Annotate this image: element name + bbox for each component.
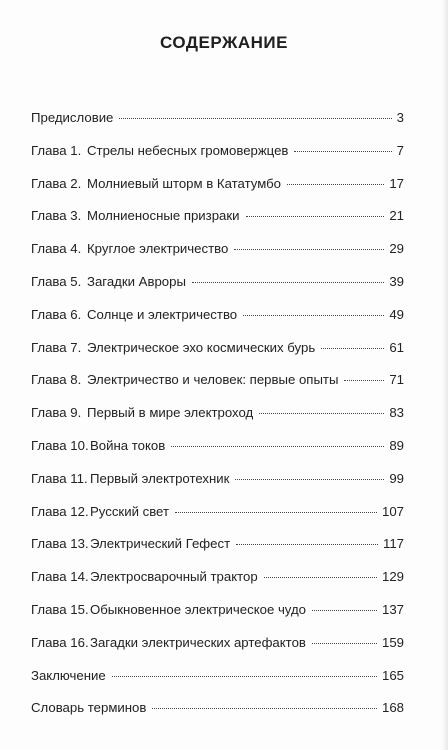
- toc-entry-chapter[interactable]: [31, 528, 404, 561]
- dot-leader: [243, 315, 384, 316]
- chapter-number: Глава 14.: [31, 569, 89, 585]
- chapter-number: Глава 9.: [31, 405, 82, 421]
- toc-entry-chapter[interactable]: [31, 266, 404, 299]
- chapter-number: Глава 1.: [31, 142, 82, 158]
- toc-entry-title: Заключение: [31, 667, 106, 683]
- toc-page-number: 7: [396, 142, 404, 158]
- dot-leader: [175, 512, 377, 513]
- chapter-number: Глава 8.: [31, 372, 82, 388]
- dot-leader: [294, 151, 391, 152]
- toc-entry-title: Обыкновенное электрическое чудо: [90, 601, 306, 617]
- dot-leader: [264, 577, 377, 578]
- toc-entry-title: Война токов: [90, 437, 166, 453]
- toc-entry-chapter[interactable]: [31, 135, 404, 168]
- dot-leader: [344, 380, 384, 381]
- toc-entry-chapter[interactable]: [31, 168, 404, 201]
- toc-entry-chapter[interactable]: [31, 299, 404, 332]
- toc-entry-chapter[interactable]: [31, 627, 404, 660]
- table-of-contents: [31, 102, 404, 725]
- toc-entry-chapter[interactable]: [31, 233, 404, 266]
- toc-entry-chapter[interactable]: [31, 463, 404, 496]
- chapter-number: Глава 5.: [31, 273, 82, 289]
- toc-entry-title: Электричество и человек: первые опыты: [87, 372, 339, 388]
- toc-page-number: 137: [381, 601, 404, 617]
- chapter-number: Глава 4.: [31, 241, 82, 257]
- chapter-number: Глава 13.: [31, 536, 89, 552]
- dot-leader: [192, 282, 384, 283]
- chapter-number: Глава 16.: [31, 634, 89, 650]
- toc-entry-intro[interactable]: [31, 102, 404, 135]
- dot-leader: [235, 479, 384, 480]
- toc-entry-chapter[interactable]: [31, 496, 404, 529]
- dot-leader: [236, 544, 378, 545]
- toc-page-number: 29: [389, 241, 404, 257]
- toc-entry-title: Электрическое эхо космических бурь: [87, 339, 316, 355]
- toc-entry-title: Первый в мире электроход: [87, 405, 254, 421]
- toc-entry-chapter[interactable]: [31, 332, 404, 365]
- dot-leader: [234, 249, 384, 250]
- toc-entry-chapter[interactable]: [31, 200, 404, 233]
- toc-page-number: 129: [381, 569, 404, 585]
- chapter-number: Глава 7.: [31, 339, 82, 355]
- toc-entry-chapter[interactable]: [31, 561, 404, 594]
- toc-page-number: 117: [382, 536, 404, 552]
- dot-leader: [152, 708, 377, 709]
- toc-entry-title: Электрический Гефест: [90, 536, 231, 552]
- chapter-number: Глава 11.: [31, 470, 88, 486]
- dot-leader: [287, 184, 384, 185]
- dot-leader: [112, 676, 377, 677]
- toc-entry-title: Предисловие: [31, 110, 114, 125]
- toc-entry-title: Стрелы небесных громовержцев: [87, 142, 289, 158]
- toc-page-number: 61: [389, 339, 404, 355]
- toc-entry-chapter[interactable]: [31, 364, 404, 397]
- toc-entry-title: Первый электротехник: [90, 470, 230, 486]
- dot-leader: [246, 216, 385, 217]
- toc-entry-chapter[interactable]: [31, 430, 404, 463]
- toc-entry-title: Молниеносные призраки: [87, 208, 240, 224]
- toc-entry-chapter[interactable]: [31, 397, 404, 430]
- page-title: СОДЕРЖАНИЕ: [160, 33, 288, 52]
- toc-entry-title: Молниевый шторм в Кататумбо: [87, 175, 282, 191]
- dot-leader: [312, 643, 377, 644]
- chapter-number: Глава 3.: [31, 208, 82, 224]
- toc-page-number: 89: [389, 437, 404, 453]
- toc-page-number: 39: [389, 273, 404, 289]
- toc-entry-chapter[interactable]: [31, 594, 404, 627]
- toc-page-number: 107: [381, 503, 404, 519]
- toc-page-number: 159: [381, 634, 404, 650]
- toc-page-number: 17: [389, 175, 404, 191]
- toc-entry-title: Русский свет: [90, 503, 169, 519]
- dot-leader: [312, 610, 377, 611]
- chapter-number: Глава 12.: [31, 503, 89, 519]
- toc-page-number: 165: [381, 667, 404, 683]
- toc-page-number: 99: [389, 470, 404, 486]
- toc-entry-title: Загадки Авроры: [87, 273, 186, 289]
- dot-leader: [171, 446, 384, 447]
- toc-entry-title: Словарь терминов: [31, 700, 147, 716]
- dot-leader: [321, 348, 384, 349]
- dot-leader: [119, 118, 391, 119]
- toc-page-number: 168: [381, 700, 404, 716]
- toc-entry-glossary[interactable]: [31, 692, 404, 725]
- page-edge-shadow: [442, 0, 448, 750]
- toc-page-number: 21: [389, 208, 404, 224]
- toc-page-number: 49: [389, 306, 404, 322]
- toc-page-number: 83: [389, 405, 404, 421]
- chapter-number: Глава 10.: [31, 437, 89, 453]
- chapter-number: Глава 2.: [31, 175, 82, 191]
- toc-page-number: 71: [389, 372, 404, 388]
- toc-page-number: 3: [396, 110, 404, 125]
- chapter-number: Глава 6.: [31, 306, 82, 322]
- chapter-number: Глава 15.: [31, 601, 89, 617]
- dot-leader: [259, 413, 384, 414]
- toc-entry-title: Загадки электрических артефактов: [90, 634, 306, 650]
- toc-entry-title: Электросварочный трактор: [90, 569, 258, 585]
- toc-entry-conclusion[interactable]: [31, 660, 404, 693]
- toc-entry-title: Солнце и электричество: [87, 306, 238, 322]
- toc-entry-title: Круглое электричество: [87, 241, 229, 257]
